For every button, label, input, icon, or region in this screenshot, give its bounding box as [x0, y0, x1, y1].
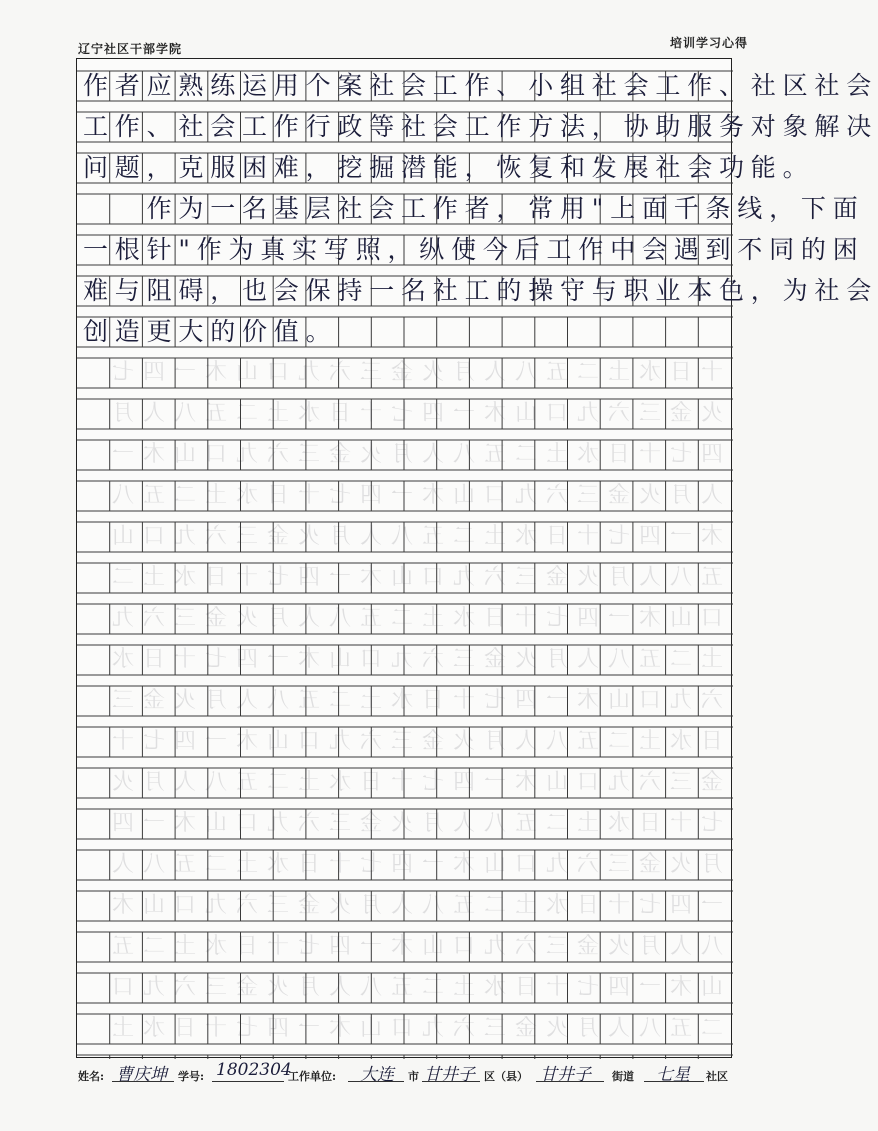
- street-underline: [644, 1081, 704, 1082]
- district-label: 区（县）: [484, 1070, 528, 1083]
- bleedthrough-row: 日水土二五八人月火金三六九口山木一四七十: [102, 729, 723, 754]
- work-unit-value: 大连: [360, 1065, 394, 1085]
- bleedthrough-row: 一四七十日水土二五八人月火金三六九口山木: [102, 893, 723, 918]
- text-line-6: 难与阻碍，也会保持一名社工的操守与职业本色，为社会: [83, 276, 878, 305]
- student-id-underline: [212, 1081, 284, 1082]
- bleedthrough-row: 木一四七十日水土二五八人月火金三六九口山: [102, 524, 723, 549]
- text-line-2: 工作、社会工作行政等社会工作方法，协助服务对象解决: [83, 112, 878, 141]
- text-line-5: 一根针"作为真实写照，纵使今后工作中会遇到不同的困: [83, 235, 865, 264]
- street-label: 街道: [612, 1070, 634, 1083]
- bleedthrough-row: 十日水土二五八人月火金三六九口山木一四七: [102, 360, 723, 385]
- document-type: 培训学习心得: [669, 36, 748, 50]
- street-value: 七星: [656, 1065, 690, 1085]
- text-line-3: 问题，克服困难，挖掘潜能，恢复和发展社会功能。: [83, 153, 815, 182]
- bleedthrough-row: 土二五八人月火金三六九口山木一四七十日水: [102, 647, 723, 672]
- bleedthrough-row: 火金三六九口山木一四七十日水土二五八人月: [102, 401, 723, 426]
- city-underline: [422, 1081, 480, 1082]
- district-underline: [536, 1081, 604, 1082]
- student-info-footer: [78, 1060, 738, 1085]
- bleedthrough-row: 口山木一四七十日水土二五八人月火金三六九: [102, 606, 723, 631]
- bleedthrough-row: 人月火金三六九口山木一四七十日水土二五八: [102, 483, 723, 508]
- bleedthrough-row: 八人月火金三六九口山木一四七十日水土二五: [102, 934, 723, 959]
- bleedthrough-row: 二五八人月火金三六九口山木一四七十日水土: [102, 1016, 723, 1041]
- text-line-7: 创造更大的价值。: [83, 317, 338, 346]
- name-label: 姓名:: [78, 1070, 105, 1083]
- name-underline: [112, 1081, 174, 1082]
- bleedthrough-row: 月火金三六九口山木一四七十日水土二五八人: [102, 852, 723, 877]
- text-line-4: 作为一名基层社会工作者，常用"上面千条线，下面: [83, 194, 865, 223]
- bleedthrough-row: 四七十日水土二五八人月火金三六九口山木一: [102, 442, 723, 467]
- bleedthrough-row: 金三六九口山木一四七十日水土二五八人月火: [102, 770, 723, 795]
- district-value: 甘井子: [540, 1065, 591, 1085]
- text-line-1: 作者应熟练运用个案社会工作、小组社会工作、社区社会: [83, 71, 878, 100]
- city-label: 市: [408, 1070, 419, 1083]
- work-unit-label: 工作单位:: [288, 1070, 337, 1083]
- bleedthrough-row: 山木一四七十日水土二五八人月火金三六九口: [102, 975, 723, 1000]
- bleedthrough-row: 七十日水土二五八人月火金三六九口山木一四: [102, 811, 723, 836]
- handwritten-text: [77, 59, 878, 1057]
- city-value: 甘井子: [424, 1065, 475, 1085]
- community-label: 社区: [706, 1070, 728, 1083]
- student-id-label: 学号:: [178, 1070, 205, 1083]
- bleedthrough-row: 五八人月火金三六九口山木一四七十日水土二: [102, 565, 723, 590]
- writing-grid: [76, 58, 878, 1058]
- student-id-value: 1802304: [216, 1060, 292, 1080]
- bleedthrough-row: 六九口山木一四七十日水土二五八人月火金三: [102, 688, 723, 713]
- institution-name: 辽宁社区干部学院: [78, 42, 183, 56]
- work-unit-underline: [348, 1081, 404, 1082]
- name-value: 曹庆坤: [116, 1065, 167, 1085]
